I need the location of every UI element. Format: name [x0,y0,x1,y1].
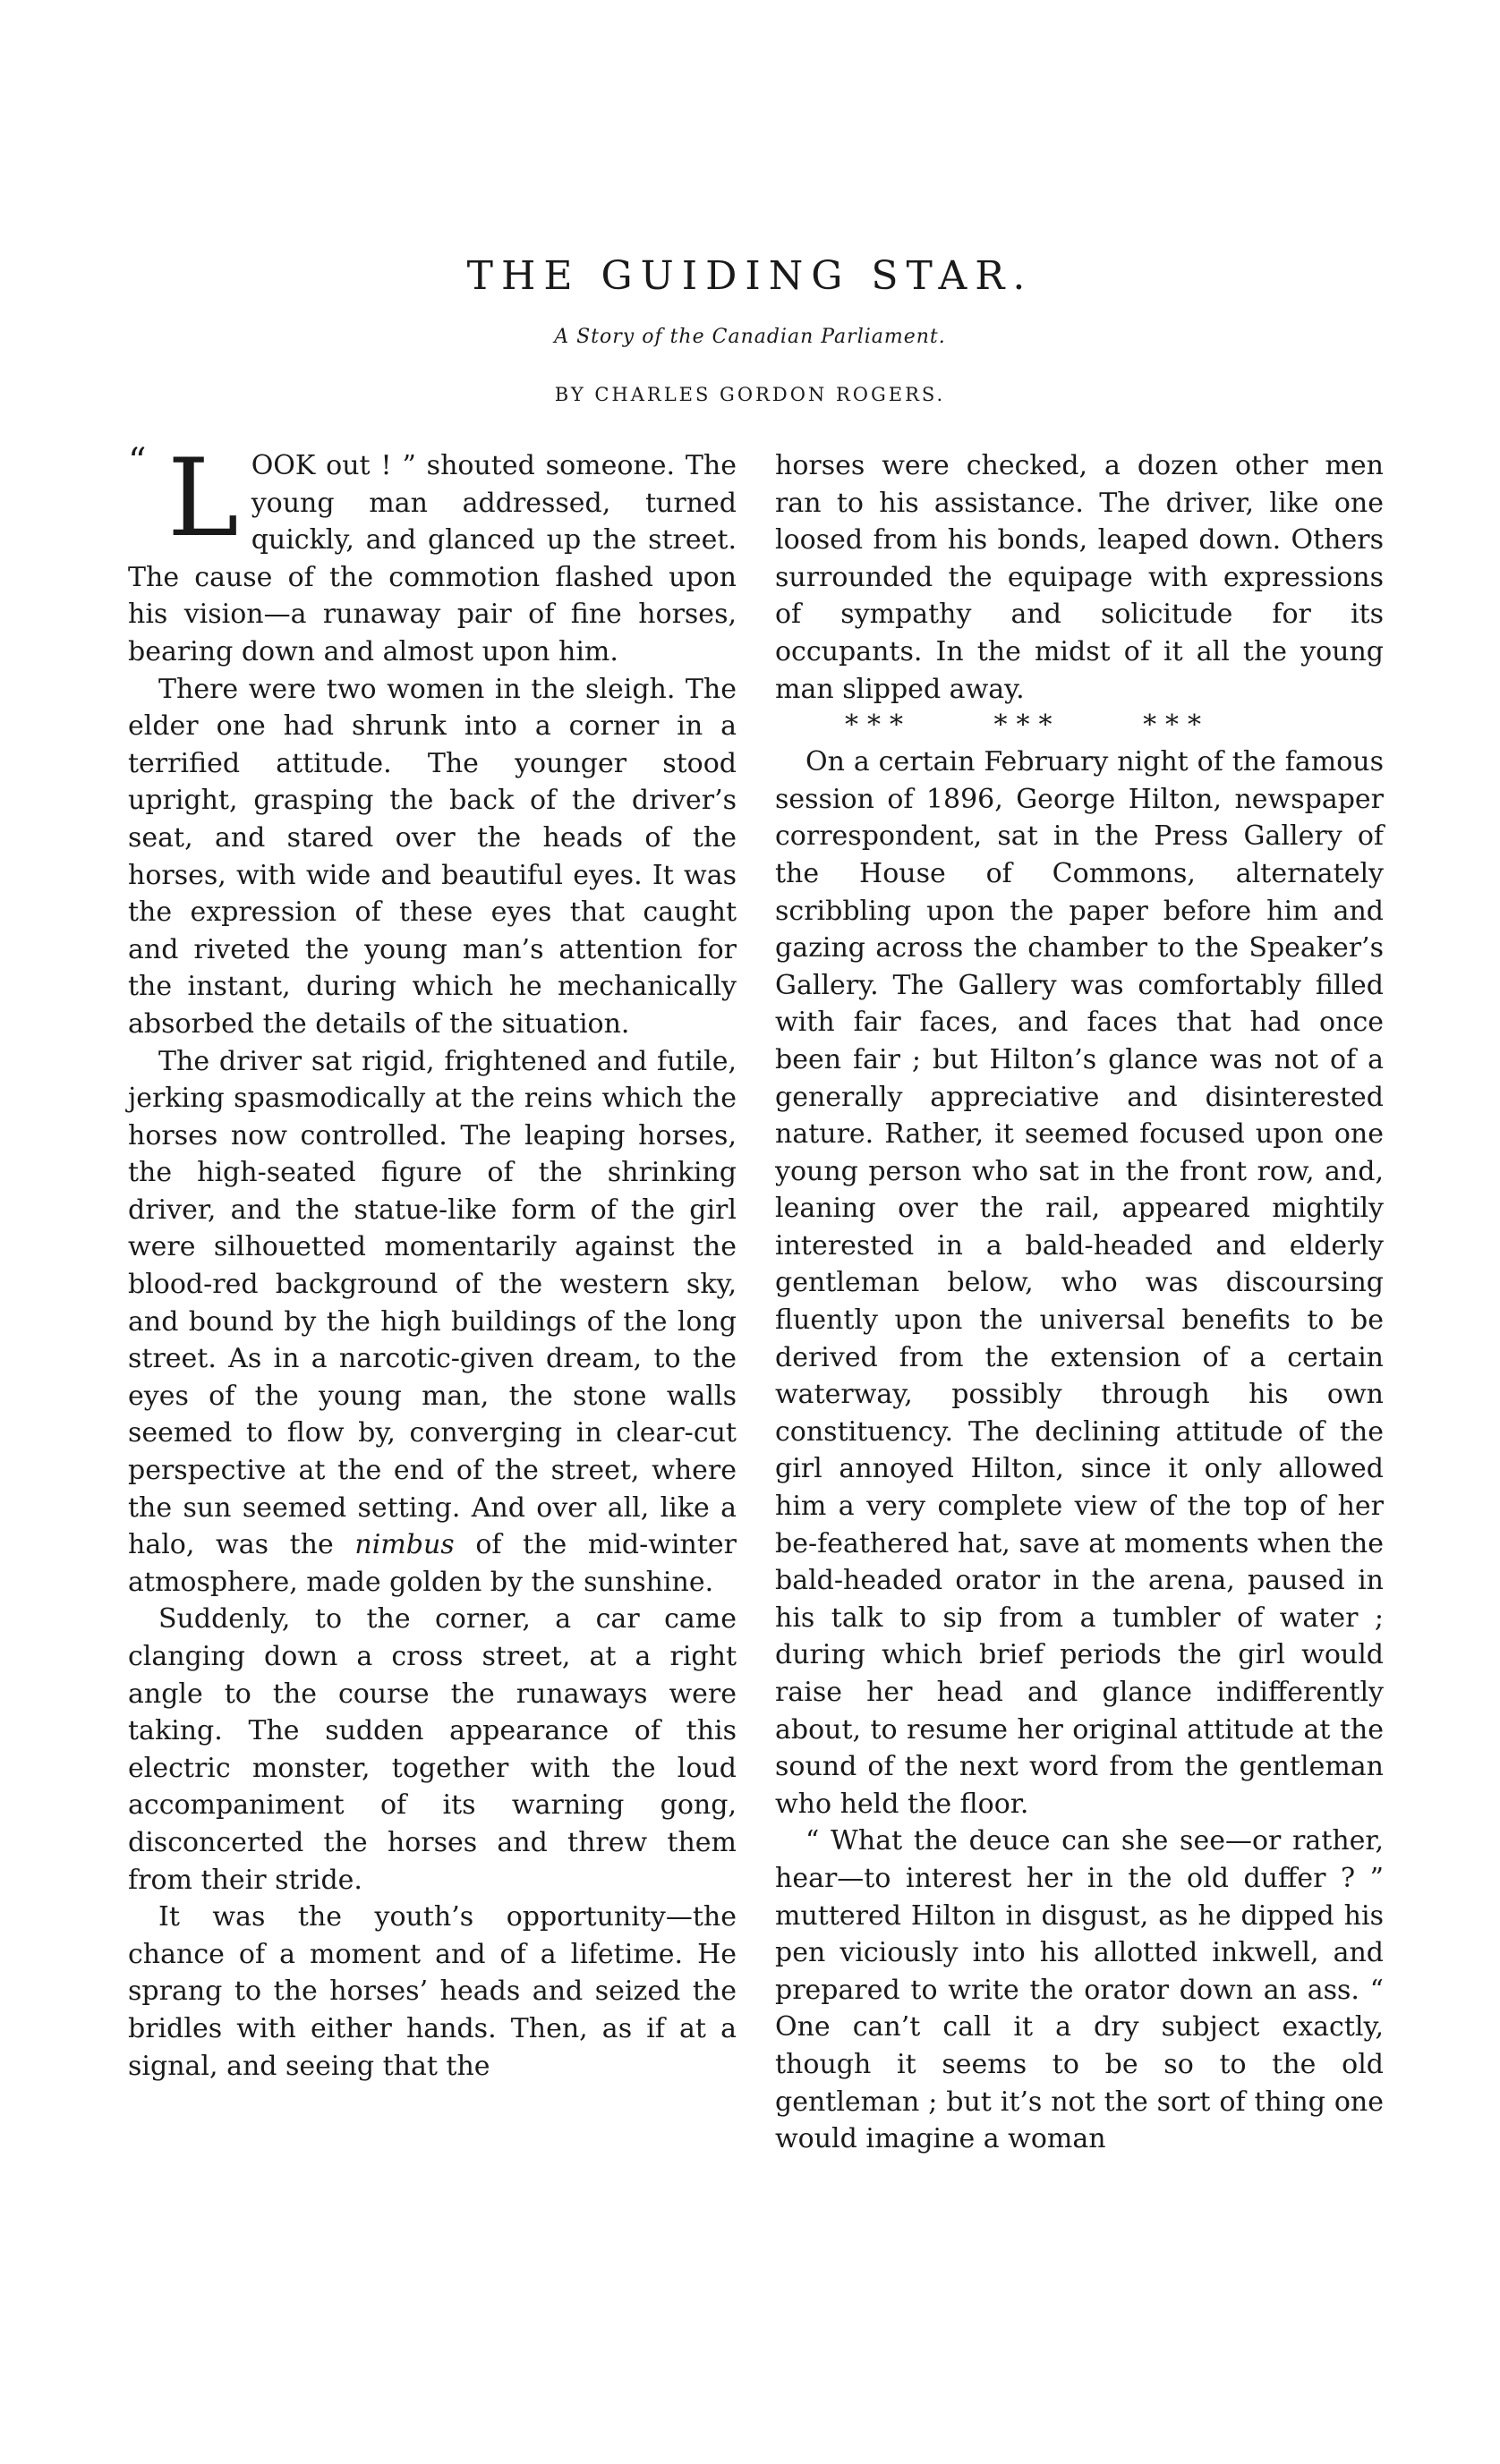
paragraph-5: It was the youth’s opportunity—the chance of a moment and of a lifetime. He sprang to the horses’ heads and seized the bridles with either hands. Then, as if at a signal, and seeing that the [128,1901,737,2082]
paragraph-8: “ What the deuce can she see—or rather, hear—to interest her in the old duffer ? ” muttered Hilton in disgust, as he dipped his pen viciously into his allotted inkwell, and prepared to write the orator down an ass. “ One can’t call it a dry subject exactly, though it seems to be so to the old gentleman ; but it’s not the sort of thing one would imagine a woman [775,1825,1384,2155]
story-title: THE GUIDING STAR. [466,253,1034,299]
paragraph-3-tail: of the mid-winter atmosphere, made golden by the sunshine. [128,1529,737,1598]
asterism-mark: * * * [845,709,905,742]
paragraph-3 [128,1043,737,1602]
right-column [775,447,1384,2158]
opening-quote-mark: “ [128,441,147,482]
left-column [128,437,737,2085]
opening-paragraph-block [128,437,737,671]
asterism-mark: * * * [993,709,1054,742]
asterism-mark: * * * [1143,709,1204,742]
paragraph-7: On a certain February night of the famous session of 1896, George Hilton, newspaper correspondent, sat in the Press Gallery of the House of Commons, alternately scribbling upon the paper before him and gazing across the chamber to the Speaker’s Gallery. The Gallery was comfortably filled with fair faces, and faces that had once been fair ; but Hilton’s glance was not of a generally appreciative and disinterested nature. Rather, it seemed focused upon one young person who sat in the front row, and, leaning over the rail, appeared mightily interested in a bald-headed and elderly gentleman below, who was discoursing fluently upon the universal benefits to be derived from the extension of a certain waterway, possibly through his own constituency. The declining attitude of the girl annoyed Hilton, since it only allowed him a very complete view of the top of her be-feathered hat, save at moments when the bald-headed orator in the arena, paused in his talk to sip from a tumbler of water ; during which brief periods the girl would raise her head and glance indifferently about, to resume her original attitude at the sound of the next word from the gentleman who held the floor. [775,746,1384,1820]
story-subtitle: A Story of the Canadian Parliament. [554,326,946,348]
paragraph-1: OOK out ! ” shouted someone. The young man addressed, turned quickly, and glanced up the street. The cause of the commotion flashed upon his vision—a runaway pair of fine horses, bearing down and almost upon him. [128,450,737,667]
section-break-asterism [775,708,1384,743]
italic-word-nimbus: nimbus [354,1529,455,1561]
paragraph-2: There were two women in the sleigh. The elder one had shrunk into a corner in a terrified attitude. The younger stood upright, grasping the back of the driver’s seat, and stared over the heads of the horses, with wide and beautiful eyes. It was the expression of these eyes that caught and riveted the young man’s attention for the instant, during which he mechanically absorbed the details of the situation. [128,673,737,1040]
author-byline: BY CHARLES GORDON ROGERS. [554,384,946,405]
drop-cap-letter: L [167,437,239,561]
paragraph-6: horses were checked, a dozen other men ran to his assistance. The driver, like one loosed from his bonds, leaped down. Others surrounded the equipage with expressions of sympathy and solicitude for its occupants. In the midst of it all the young man slipped away. [775,450,1384,705]
paragraph-4: Suddenly, to the corner, a car came clanging down a cross street, at a right angle to the course the runaways were taking. The sudden appearance of this electric monster, together with the loud accompaniment of its warning gong, disconcerted the horses and threw them from their stride. [128,1603,737,1896]
paragraph-3-body: The driver sat rigid, frightened and futile, jerking spasmodically at the reins which the horses now controlled. The leaping horses, the high-seated figure of the shrinking driver, and the statue-like form of the girl were silhouetted momentarily against the blood-red background of the western sky, and bound by the high buildings of the long street. As in a narcotic-given dream, to the eyes of the young man, the stone walls seemed to flow by, converging in clear-cut perspective at the end of the street, where the sun seemed setting. And over all, like a halo, was the [128,1045,737,1561]
